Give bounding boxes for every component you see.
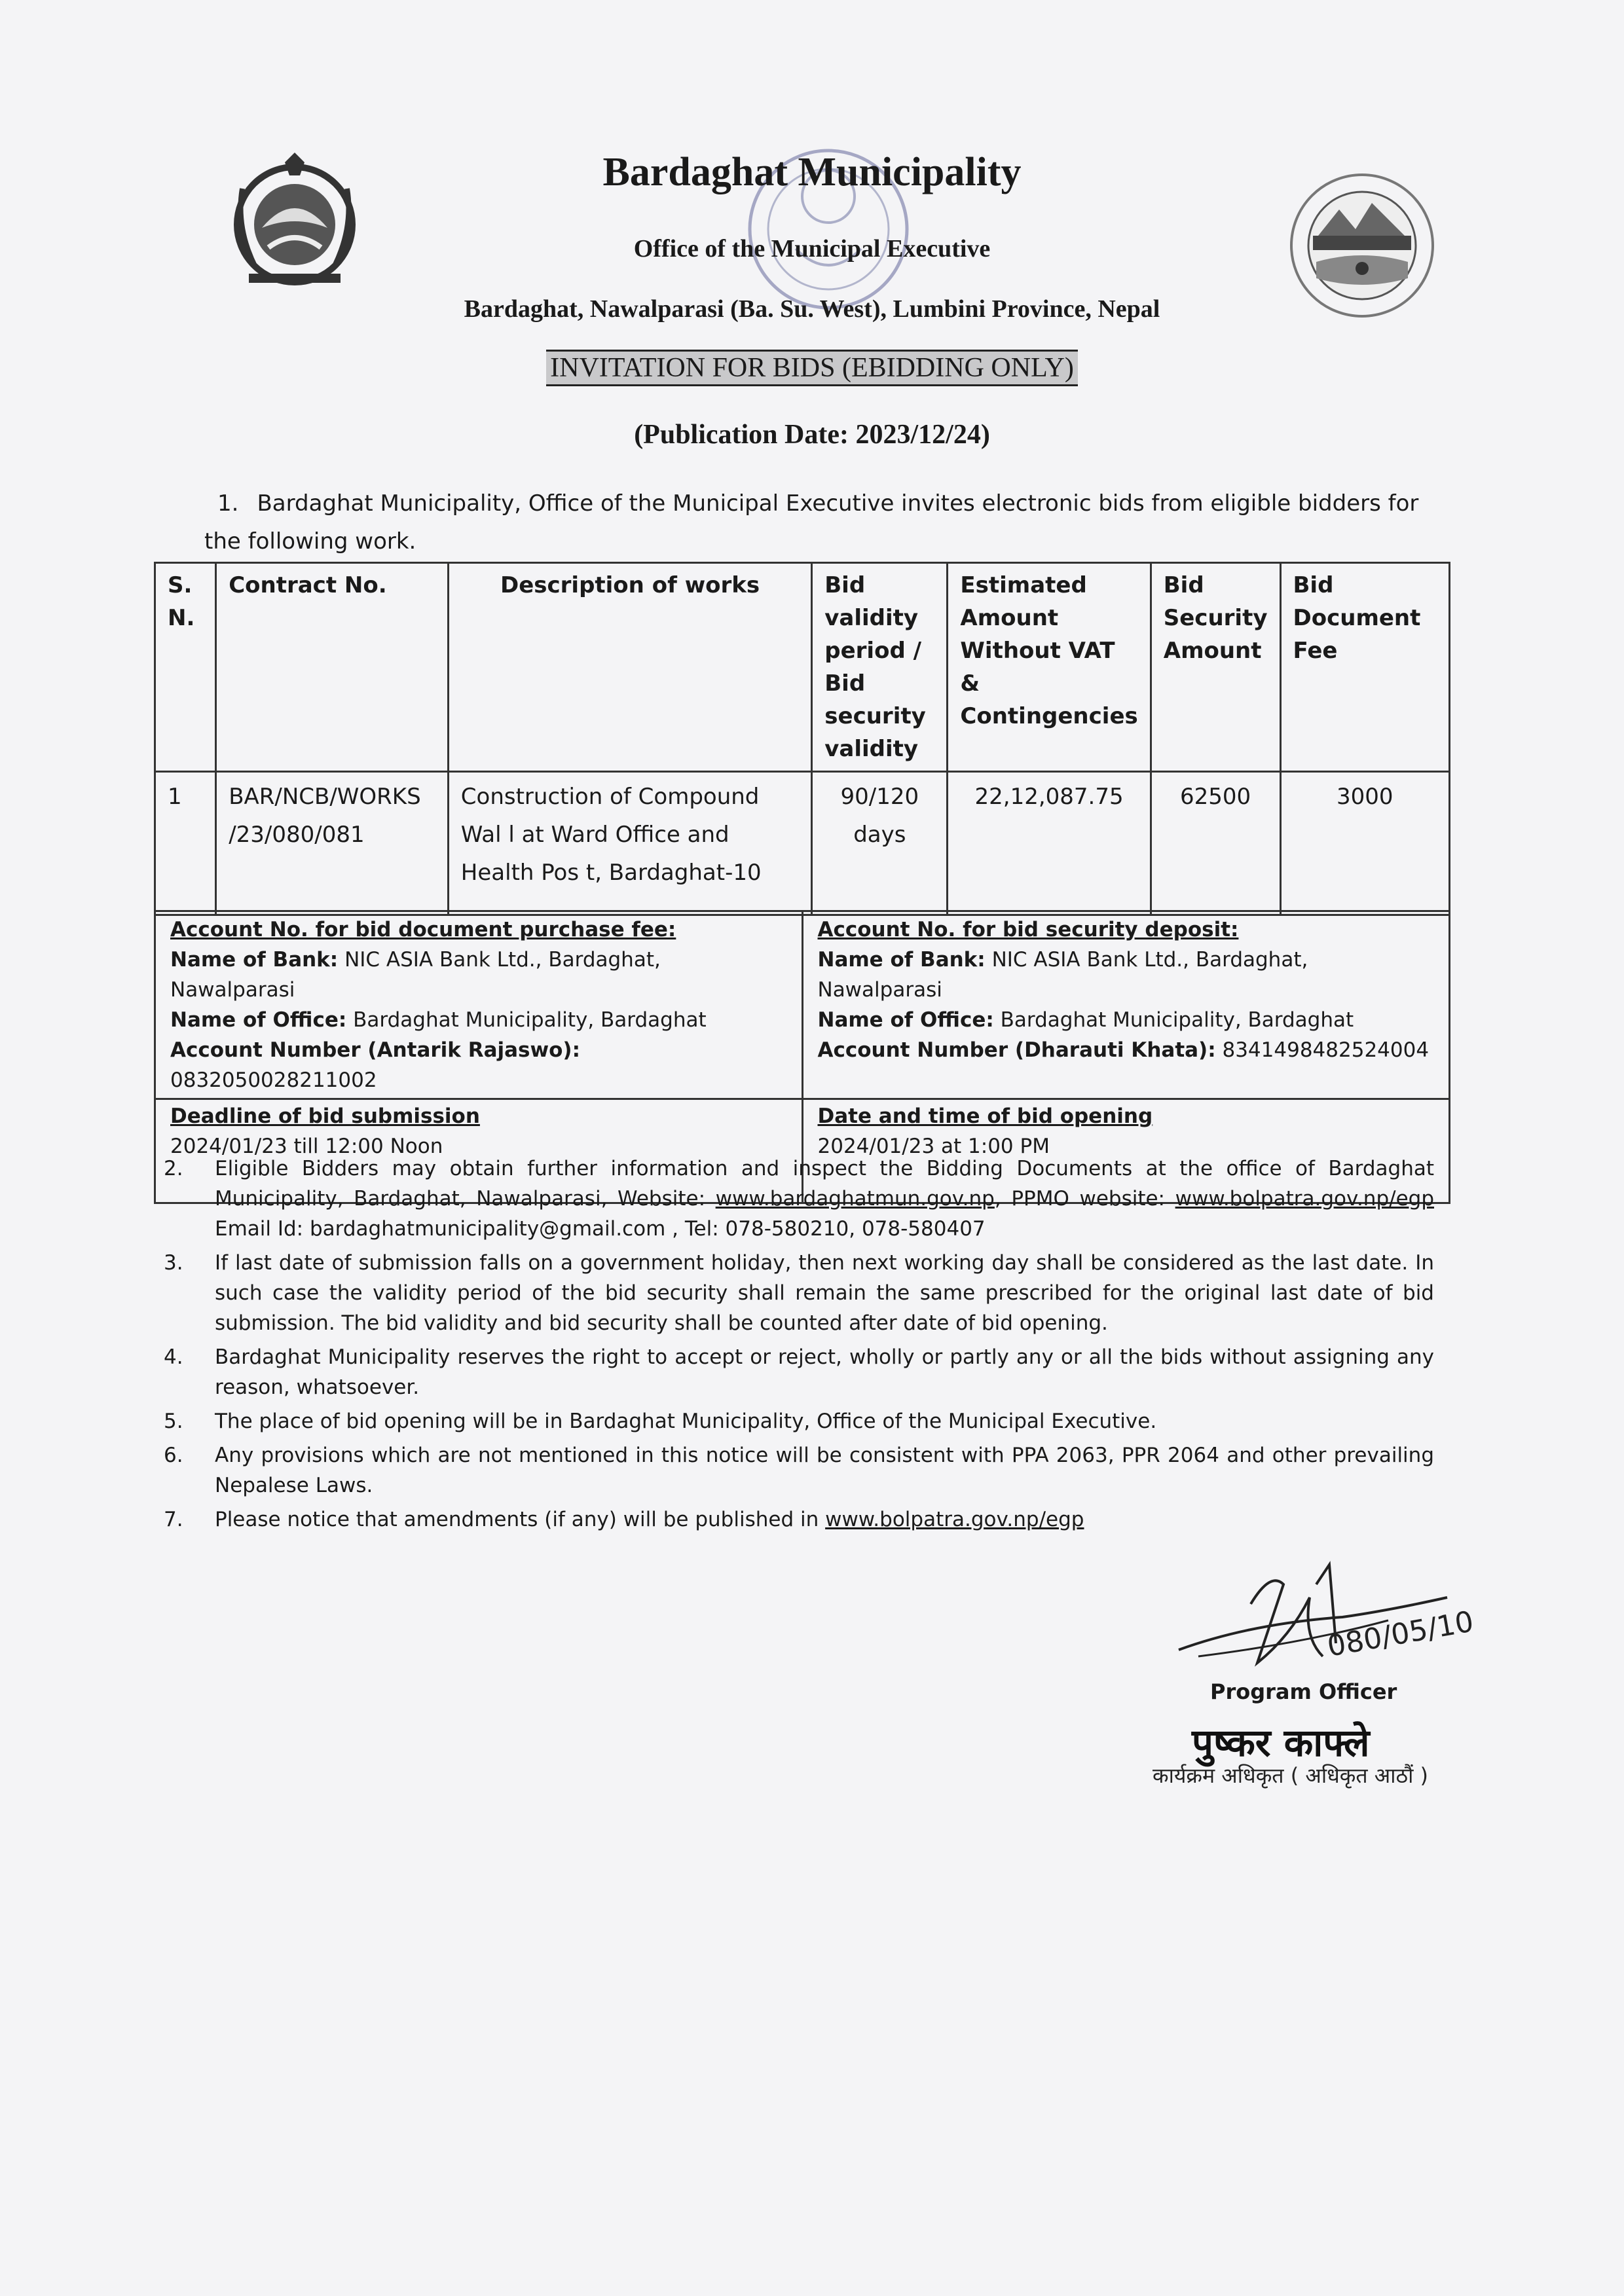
opening-value: 2024/01/23 at 1:00 PM: [817, 1135, 1050, 1158]
col-header-contract: Contract No.: [216, 563, 449, 772]
security-office-label: Name of Office:: [817, 1008, 994, 1032]
cell-validity: 90/120 days: [812, 772, 948, 915]
bid-table: [154, 562, 1450, 916]
municipality-website-link[interactable]: www.bardaghatmun.gov.np: [715, 1187, 995, 1211]
col-header-description: Description of works: [448, 563, 811, 772]
intro-text: Bardaghat Municipality, Office of the Municipal Executive invites electronic bids from eligible bidders for the following work.: [204, 490, 1419, 555]
notice-points: [164, 1154, 1434, 1539]
intro-number: 1.: [217, 490, 239, 517]
security-bank-value: NIC ASIA Bank Ltd., Bardaghat, Nawalparasi: [817, 948, 1308, 1002]
cell-fee: 3000: [1280, 772, 1450, 915]
point-number: 2.: [164, 1157, 183, 1180]
list-item: [164, 1406, 1434, 1436]
office-name: Office of the Municipal Executive: [633, 235, 991, 263]
cell-contract-no: BAR/NCB/WORKS /23/080/081: [216, 772, 449, 915]
fee-bank-value: NIC ASIA Bank Ltd., Bardaghat, Nawalparasi: [170, 948, 661, 1002]
fee-bank-label: Name of Bank:: [170, 948, 339, 972]
security-bank-label: Name of Bank:: [817, 948, 986, 972]
cell-security: 62500: [1151, 772, 1280, 915]
signature-icon: [1172, 1558, 1486, 1683]
account-row: [155, 911, 1450, 1099]
office-address: Bardaghat, Nawalparasi (Ba. Su. West), Lumbini Province, Nepal: [464, 295, 1160, 323]
point-text: The place of bid opening will be in Bardaghat Municipality, Office of the Municipal Executive.: [215, 1410, 1157, 1433]
signature-date: 080/05/10: [1325, 1605, 1477, 1664]
list-item: [164, 1504, 1434, 1535]
notice-title-text: INVITATION FOR BIDS (EBIDDING ONLY): [546, 350, 1078, 386]
col-header-validity: Bid validity period / Bid security validity: [812, 563, 948, 772]
col-header-sn: S. N.: [155, 563, 216, 772]
notice-title: [0, 352, 1624, 384]
fee-account-label: Account Number (Antarik Rajaswo):: [170, 1038, 580, 1062]
fee-office-value: Bardaghat Municipality, Bardaghat: [353, 1008, 707, 1032]
point-text: Eligible Bidders may obtain further information and inspect the Bidding Documents at the office of Bardaghat Municipality, Bardaghat, Nawalparasi, Website:: [215, 1157, 1434, 1211]
point-text: Any provisions which are not mentioned in this notice will be consistent with PPA 2063, PPR 2064 and other prevailing Nepalese Laws.: [215, 1444, 1434, 1497]
security-account-label: Account Number (Dharauti Khata):: [817, 1038, 1216, 1062]
point-text: Bardaghat Municipality reserves the right to accept or reject, wholly or partly any or all the bids without assigning any reason, whatsoever.: [215, 1345, 1434, 1399]
point-text: Please notice that amendments (if any) will be published in: [215, 1508, 826, 1531]
security-bank-line: [818, 945, 1435, 1005]
security-account-heading: Account No. for bid security deposit:: [817, 918, 1239, 941]
col-header-security: Bid Security Amount: [1151, 563, 1280, 772]
col-header-fee: Bid Document Fee: [1280, 563, 1450, 772]
bid-table-header: [155, 563, 1450, 772]
ppmo-website-link[interactable]: www.bolpatra.gov.np/egp: [1175, 1187, 1434, 1211]
security-account-value: 8341498482524004: [1222, 1038, 1430, 1062]
publication-date: (Publication Date: 2023/12/24): [634, 420, 990, 450]
fee-account-line: [170, 1035, 787, 1095]
amendments-link[interactable]: www.bolpatra.gov.np/egp: [825, 1508, 1084, 1531]
security-office-line: [818, 1005, 1435, 1035]
fee-account-heading: Account No. for bid document purchase fee:: [170, 918, 676, 941]
signatory-name: पुष्कर काफ्ले: [1192, 1721, 1370, 1765]
fee-office-label: Name of Office:: [170, 1008, 347, 1032]
point-number: 4.: [164, 1345, 183, 1369]
opening-heading: Date and time of bid opening: [817, 1104, 1153, 1128]
cell-sn: 1: [155, 772, 216, 915]
fee-account-value: 0832050028211002: [170, 1068, 377, 1092]
security-office-value: Bardaghat Municipality, Bardaghat: [1000, 1008, 1354, 1032]
deadline-heading: Deadline of bid submission: [170, 1104, 480, 1128]
cell-estimate: 22,12,087.75: [948, 772, 1151, 915]
point-number: 3.: [164, 1251, 183, 1275]
col-header-estimate: Estimated Amount Without VAT & Contingencies: [948, 563, 1151, 772]
security-account-cell: [802, 911, 1450, 1099]
list-item: [164, 1248, 1434, 1338]
table-row: [155, 772, 1450, 915]
point-text: , PPMO website:: [994, 1187, 1175, 1211]
point-number: 6.: [164, 1444, 183, 1467]
cell-description: Construction of Compound Wal l at Ward Office and Health Pos t, Bardaghat-10: [448, 772, 811, 915]
intro-paragraph: [204, 484, 1435, 560]
deadline-value: 2024/01/23 till 12:00 Noon: [170, 1135, 443, 1158]
point-number: 5.: [164, 1410, 183, 1433]
signatory-designation: Program Officer: [1210, 1679, 1397, 1704]
fee-bank-line: [170, 945, 787, 1005]
fee-account-cell: [155, 911, 803, 1099]
list-item: [164, 1342, 1434, 1402]
point-text: If last date of submission falls on a government holiday, then next working day shall be considered as the last date. In such case the validity period of the bid security shall remain the same prescribed for the original last date of bid submission. The bid validity and bid security shall be counted after date of bid opening.: [215, 1251, 1434, 1335]
list-item: [164, 1154, 1434, 1244]
point-number: 7.: [164, 1508, 183, 1531]
municipality-name: Bardaghat Municipality: [602, 150, 1022, 194]
signatory-title: कार्यक्रम अधिकृत ( अधिकृत आठौं ): [1153, 1763, 1429, 1788]
list-item: [164, 1440, 1434, 1501]
point-text: Email Id: bardaghatmunicipality@gmail.com , Tel: 078-580210, 078-580407: [215, 1217, 986, 1241]
security-account-line: [818, 1035, 1435, 1065]
fee-office-line: [170, 1005, 787, 1035]
